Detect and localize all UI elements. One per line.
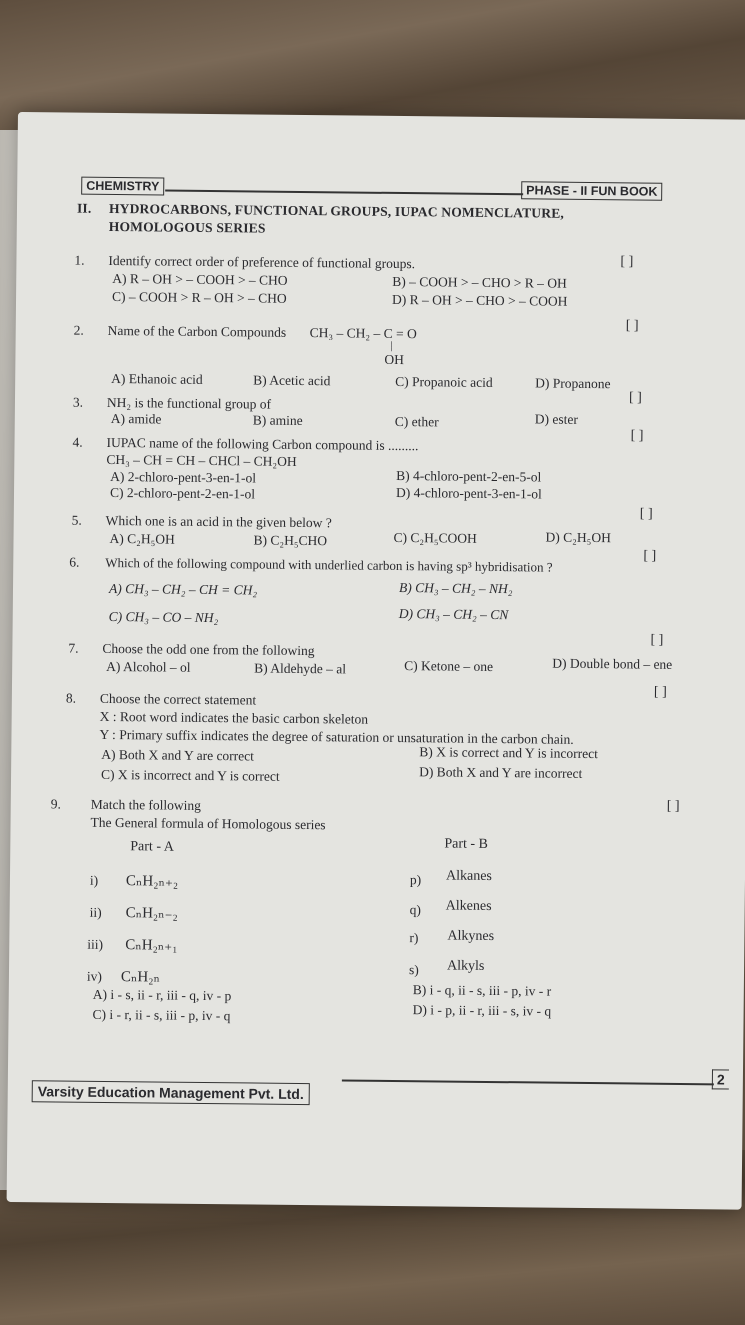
option-d: D) Propanone: [535, 375, 611, 392]
question-number: 9.: [50, 796, 61, 812]
question-text: IUPAC name of the following Carbon compound is .........: [106, 434, 419, 454]
match-left-label: ii): [89, 904, 102, 920]
section-title-line2: HOMOLOGOUS SERIES: [108, 218, 266, 236]
option-a: A) Both X and Y are correct: [101, 746, 255, 764]
match-left-formula: CₙH₂ₙ₊₁: [125, 937, 178, 954]
match-right-label: s): [408, 962, 419, 978]
question-number: 6.: [69, 554, 80, 570]
page-number: 2: [712, 1069, 729, 1089]
option-c: C) CH₃ – CO – NH₂: [108, 608, 219, 626]
option-b: B) CH₃ – CH₂ – NH₂: [398, 580, 513, 597]
option-a: A) i - s, ii - r, iii - q, iv - p: [92, 986, 232, 1004]
option-d: D) R – OH > – CHO > – COOH: [391, 291, 568, 309]
option-a: A) CH₃ – CH₂ – CH = CH₂: [108, 580, 258, 598]
option-d: D) ester: [534, 411, 578, 427]
section-title-line1: HYDROCARBONS, FUNCTIONAL GROUPS, IUPAC NOMENCLATURE,: [108, 200, 565, 221]
option-b: B) C₂H₅CHO: [253, 532, 328, 549]
option-b: B) X is correct and Y is incorrect: [419, 744, 598, 762]
answer-bracket: [ ]: [643, 548, 657, 564]
option-c: C) 2-chloro-pent-2-en-1-ol: [109, 484, 256, 502]
match-right-text: Alkynes: [447, 928, 495, 945]
question-text: Identify correct order of preference of functional groups.: [108, 252, 416, 272]
option-b: B) 4-chloro-pent-2-en-5-ol: [396, 467, 542, 485]
part-b-heading: Part - B: [444, 836, 488, 852]
option-d: D) C₂H₅OH: [545, 529, 611, 546]
compound-formula: CH₃ – CH₂ – C = O: [309, 325, 417, 342]
option-b: B) – COOH > – CHO > R – OH: [392, 273, 567, 291]
part-a-heading: Part - A: [130, 839, 174, 855]
match-left-label: iv): [86, 968, 103, 984]
option-c: C) – COOH > R – OH > – CHO: [111, 288, 287, 306]
option-a: A) 2-chloro-pent-3-en-1-ol: [110, 468, 257, 486]
question-text: Name of the Carbon Compounds: [107, 322, 287, 340]
match-right-label: q): [409, 902, 421, 918]
answer-bracket: [ ]: [639, 506, 653, 522]
match-left-formula: CₙH₂ₙ₊₂: [125, 873, 179, 890]
hydroxyl-group: OH: [384, 351, 405, 368]
question-text: Which of the following compound with underlied carbon is having sp³ hybridisation ?: [105, 554, 553, 575]
publisher-label: Varsity Education Management Pvt. Ltd.: [32, 1080, 310, 1105]
question-text: Choose the correct statement: [99, 690, 257, 708]
option-c: C) C₂H₅COOH: [393, 529, 477, 546]
option-a: A) amide: [110, 410, 162, 427]
option-a: A) Alcohol – ol: [106, 658, 191, 675]
header-rule: [165, 190, 523, 195]
option-d: D) i - p, ii - r, iii - s, iv - q: [412, 1002, 552, 1019]
option-d: D) 4-chloro-pent-3-en-1-ol: [395, 484, 542, 502]
option-c: C) Ketone – one: [404, 658, 494, 675]
option-b: B) amine: [252, 412, 303, 428]
question-text: Which one is an acid in the given below ?: [105, 512, 332, 531]
option-c: C) ether: [394, 413, 439, 430]
question-number: 3.: [72, 394, 84, 410]
option-c: C) Propanoic acid: [395, 373, 493, 390]
match-right-label: r): [409, 930, 419, 946]
worksheet-page: [7, 112, 745, 1210]
statement-y: Y : Primary suffix indicates the degree of saturation or unsaturation in the carbon chain.: [99, 726, 574, 747]
answer-bracket: [ ]: [666, 798, 680, 814]
option-d: D) Double bond – ene: [552, 655, 673, 672]
match-right-text: Alkenes: [445, 898, 492, 915]
match-left-label: iii): [87, 936, 104, 952]
question-number: 4.: [72, 434, 83, 450]
question-number: 2.: [73, 322, 84, 338]
match-right-label: p): [409, 872, 422, 888]
answer-bracket: [ ]: [630, 428, 644, 444]
option-c: C) i - r, ii - s, iii - p, iv - q: [92, 1006, 231, 1024]
match-left-formula: CₙH₂ₙ₋₂: [125, 905, 178, 922]
answer-bracket: [ ]: [650, 632, 664, 648]
match-right-text: Alkyls: [447, 958, 485, 974]
option-d: D) Both X and Y are incorrect: [419, 764, 583, 781]
section-number: II.: [76, 200, 92, 216]
option-a: A) C₂H₅OH: [109, 530, 175, 547]
option-d: D) CH₃ – CH₂ – CN: [398, 606, 509, 623]
match-right-text: Alkanes: [445, 868, 492, 885]
option-a: A) Ethanoic acid: [111, 370, 203, 387]
answer-bracket: [ ]: [625, 318, 639, 334]
question-number: 8.: [65, 690, 77, 706]
subject-label: CHEMISTRY: [81, 177, 164, 196]
question-text: Choose the odd one from the following: [102, 640, 315, 659]
option-b: B) Acetic acid: [253, 372, 331, 389]
answer-bracket: [ ]: [620, 254, 634, 270]
statement-x: X : Root word indicates the basic carbon skeleton: [99, 708, 369, 727]
option-a: A) R – OH > – COOH > – CHO: [112, 270, 288, 288]
option-b: B) Aldehyde – al: [254, 660, 347, 677]
answer-bracket: [ ]: [628, 390, 642, 406]
footer-rule: [342, 1079, 714, 1084]
question-text: NH₂ is the functional group of: [106, 394, 272, 412]
match-left-label: i): [89, 872, 99, 888]
answer-bracket: [ ]: [653, 684, 667, 700]
bond-line: |: [390, 339, 393, 352]
option-c: C) X is incorrect and Y is correct: [100, 766, 280, 784]
phase-label: PHASE - II FUN BOOK: [521, 181, 662, 200]
question-subtext: The General formula of Homologous series: [90, 814, 326, 833]
question-number: 7.: [68, 640, 79, 656]
match-left-formula: CₙH₂ₙ: [120, 969, 161, 986]
option-b: B) i - q, ii - s, iii - p, iv - r: [412, 982, 552, 999]
question-number: 1.: [74, 252, 85, 268]
question-number: 5.: [71, 512, 82, 528]
question-text: Match the following: [90, 796, 202, 813]
compound-formula: CH₃ – CH = CH – CHCl – CH₂OH: [106, 451, 297, 469]
